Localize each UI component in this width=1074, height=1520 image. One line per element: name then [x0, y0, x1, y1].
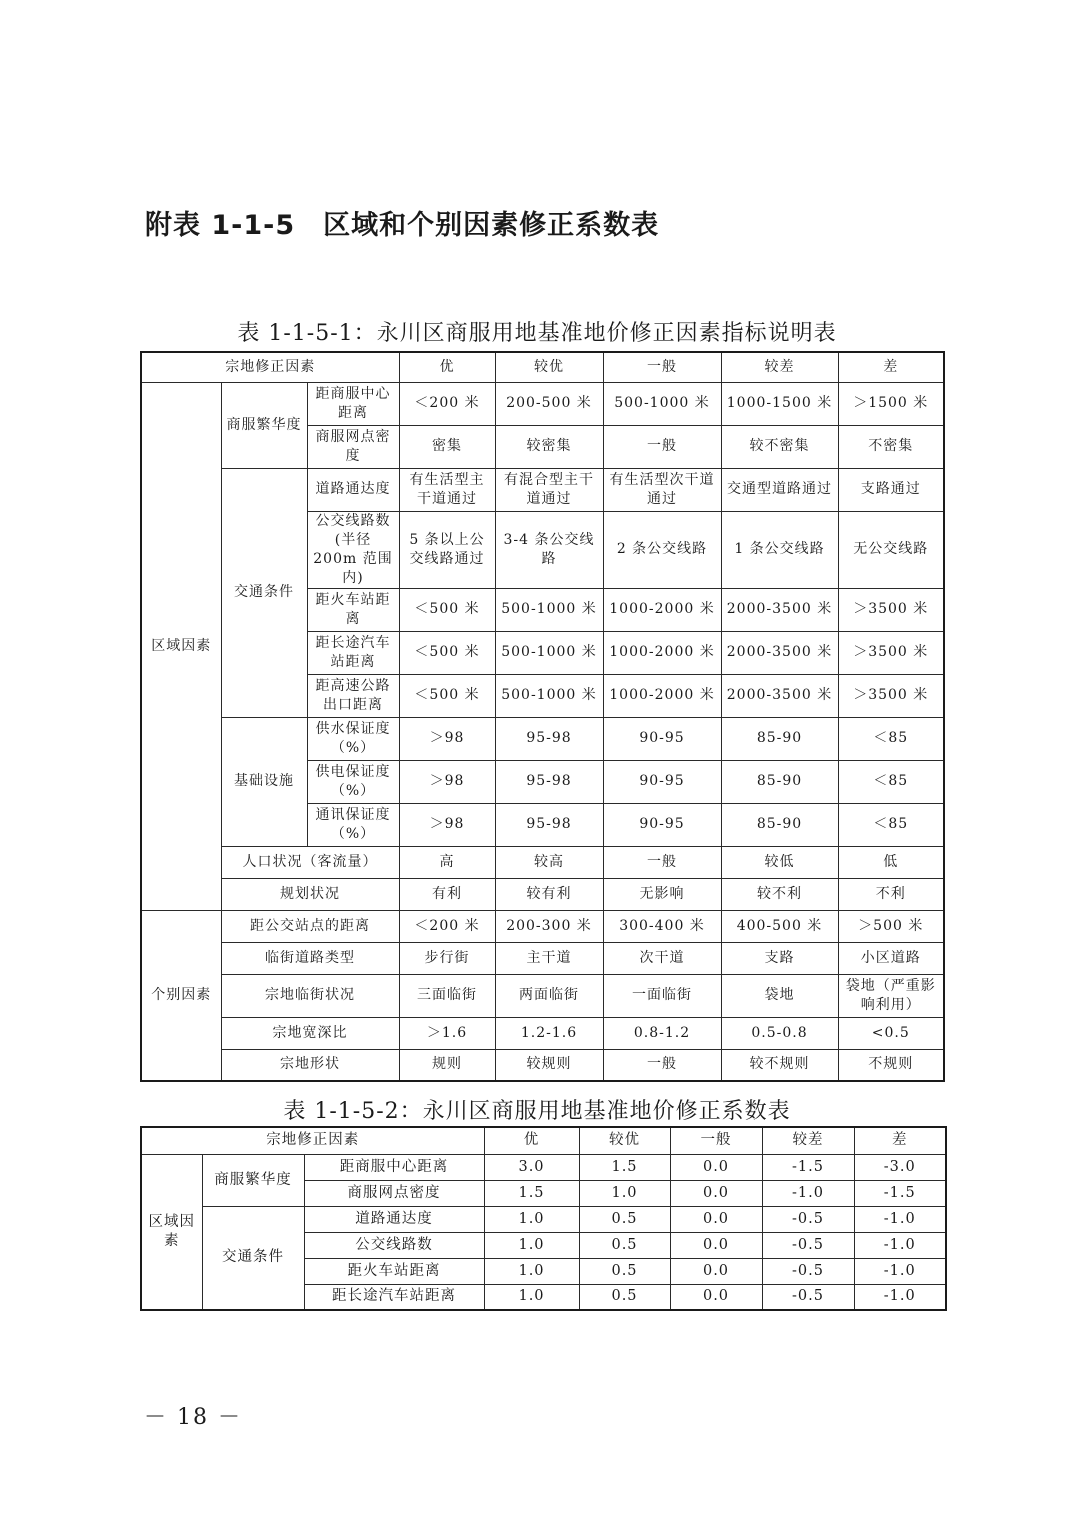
factor-cell: 宗地宽深比: [221, 1017, 399, 1049]
value-cell: 0.0: [670, 1284, 762, 1310]
value-cell: -0.5: [762, 1258, 854, 1284]
value-cell: 支路: [721, 942, 838, 974]
value-cell: ＞3500 米: [838, 674, 944, 717]
value-cell: 两面临街: [495, 974, 603, 1017]
value-cell: 1000-2000 米: [603, 631, 721, 674]
factor-cell: 距长途汽车站距离: [307, 631, 399, 674]
factor-cell: 供水保证度（%）: [307, 717, 399, 760]
value-cell: -1.0: [854, 1206, 946, 1232]
factor-cell: 商服网点密度: [304, 1180, 484, 1206]
value-cell: 0.5-0.8: [721, 1017, 838, 1049]
value-cell: 400-500 米: [721, 910, 838, 942]
value-cell: 有生活型主干道通过: [399, 468, 495, 511]
value-cell: 0.5: [579, 1206, 670, 1232]
value-cell: ＜500 米: [399, 631, 495, 674]
factor-cell: 商服网点密度: [307, 425, 399, 468]
value-cell: 90-95: [603, 760, 721, 803]
value-cell: 5 条以上公交线路通过: [399, 511, 495, 588]
value-cell: 0.0: [670, 1206, 762, 1232]
header-grade: 优: [399, 352, 495, 382]
value-cell: ＜500 米: [399, 588, 495, 631]
factor-cell: 人口状况（客流量）: [221, 846, 399, 878]
value-cell: 85-90: [721, 717, 838, 760]
value-cell: ＞500 米: [838, 910, 944, 942]
value-cell: 1.5: [484, 1180, 579, 1206]
value-cell: 500-1000 米: [495, 631, 603, 674]
header-grade: 差: [838, 352, 944, 382]
factor-cell: 规划状况: [221, 878, 399, 910]
value-cell: 500-1000 米: [495, 674, 603, 717]
value-cell: ＞98: [399, 717, 495, 760]
factor-cell: 距高速公路出口距离: [307, 674, 399, 717]
factor-description-table: [140, 351, 945, 1082]
table2-header-row: [141, 1127, 946, 1154]
value-cell: -1.0: [854, 1258, 946, 1284]
value-cell: 0.0: [670, 1180, 762, 1206]
value-cell: 2000-3500 米: [721, 631, 838, 674]
subgroup-infrastructure: 基础设施: [221, 717, 307, 846]
header-factor: 宗地修正因素: [141, 352, 399, 382]
value-cell: 200-300 米: [495, 910, 603, 942]
factor-cell: 距火车站距离: [304, 1258, 484, 1284]
value-cell: 0.5: [579, 1284, 670, 1310]
factor-cell: 距火车站距离: [307, 588, 399, 631]
page-number: － 18 －: [144, 1405, 242, 1430]
value-cell: 85-90: [721, 760, 838, 803]
value-cell: ＞98: [399, 760, 495, 803]
value-cell: 0.0: [670, 1154, 762, 1180]
value-cell: 0.0: [670, 1258, 762, 1284]
value-cell: 3-4 条公交线路: [495, 511, 603, 588]
factor-cell: 供电保证度（%）: [307, 760, 399, 803]
value-cell: 200-500 米: [495, 382, 603, 425]
factor-cell: 距公交站点的距离: [221, 910, 399, 942]
value-cell: -0.5: [762, 1206, 854, 1232]
value-cell: 密集: [399, 425, 495, 468]
value-cell: -3.0: [854, 1154, 946, 1180]
factor-cell: 公交线路数(半径 200m 范围内): [307, 511, 399, 588]
value-cell: 小区道路: [838, 942, 944, 974]
value-cell: 较低: [721, 846, 838, 878]
value-cell: 1.0: [484, 1206, 579, 1232]
header-grade: 一般: [670, 1127, 762, 1154]
factor-cell: 宗地形状: [221, 1049, 399, 1081]
value-cell: 无影响: [603, 878, 721, 910]
value-cell: 1000-1500 米: [721, 382, 838, 425]
table-row: [141, 382, 944, 425]
header-grade: 差: [854, 1127, 946, 1154]
value-cell: ＞3500 米: [838, 631, 944, 674]
value-cell: 规则: [399, 1049, 495, 1081]
value-cell: 不密集: [838, 425, 944, 468]
value-cell: 袋地（严重影响利用）: [838, 974, 944, 1017]
value-cell: 袋地: [721, 974, 838, 1017]
header-grade: 较差: [721, 352, 838, 382]
subgroup-commercial: 商服繁华度: [221, 382, 307, 468]
table-row: [141, 846, 944, 878]
value-cell: ＜85: [838, 803, 944, 846]
value-cell: 步行街: [399, 942, 495, 974]
page-heading: 附表 1-1-5 区域和个别因素修正系数表: [145, 210, 660, 241]
value-cell: ＞1.6: [399, 1017, 495, 1049]
value-cell: ＞3500 米: [838, 588, 944, 631]
table-row: [141, 910, 944, 942]
value-cell: 0.8-1.2: [603, 1017, 721, 1049]
group-individual: 个别因素: [141, 910, 221, 1081]
value-cell: 1.5: [579, 1154, 670, 1180]
value-cell: 三面临街: [399, 974, 495, 1017]
group-regional: 区域因素: [141, 1154, 202, 1310]
value-cell: <0.5: [838, 1017, 944, 1049]
value-cell: 95-98: [495, 760, 603, 803]
value-cell: -1.5: [762, 1154, 854, 1180]
value-cell: ＜200 米: [399, 910, 495, 942]
value-cell: -0.5: [762, 1232, 854, 1258]
header-grade: 一般: [603, 352, 721, 382]
table-row: [141, 717, 944, 760]
table-row: [141, 468, 944, 511]
value-cell: 不利: [838, 878, 944, 910]
value-cell: 一般: [603, 1049, 721, 1081]
table-row: [141, 1154, 946, 1180]
value-cell: 较不规则: [721, 1049, 838, 1081]
table1-title: 表 1-1-5-1：永川区商服用地基准地价修正因素指标说明表: [237, 321, 837, 346]
value-cell: 有生活型次干道通过: [603, 468, 721, 511]
value-cell: 1000-2000 米: [603, 588, 721, 631]
value-cell: 1.0: [484, 1284, 579, 1310]
table-row: [141, 1017, 944, 1049]
coefficient-table: [140, 1126, 947, 1311]
value-cell: 85-90: [721, 803, 838, 846]
value-cell: 300-400 米: [603, 910, 721, 942]
value-cell: ＜500 米: [399, 674, 495, 717]
subgroup-commercial: 商服繁华度: [202, 1154, 304, 1206]
factor-cell: 距长途汽车站距离: [304, 1284, 484, 1310]
header-grade: 较优: [495, 352, 603, 382]
value-cell: 1.2-1.6: [495, 1017, 603, 1049]
value-cell: 0.5: [579, 1232, 670, 1258]
value-cell: 1000-2000 米: [603, 674, 721, 717]
table2-title: 表 1-1-5-2：永川区商服用地基准地价修正系数表: [283, 1099, 791, 1124]
factor-cell: 宗地临街状况: [221, 974, 399, 1017]
subgroup-traffic: 交通条件: [202, 1206, 304, 1310]
table1-header-row: [141, 352, 944, 382]
factor-cell: 道路通达度: [304, 1206, 484, 1232]
value-cell: 2000-3500 米: [721, 674, 838, 717]
value-cell: 一般: [603, 846, 721, 878]
value-cell: 95-98: [495, 803, 603, 846]
value-cell: 0.0: [670, 1232, 762, 1258]
value-cell: -1.0: [762, 1180, 854, 1206]
value-cell: -1.5: [854, 1180, 946, 1206]
factor-cell: 距商服中心距离: [304, 1154, 484, 1180]
header-grade: 较差: [762, 1127, 854, 1154]
value-cell: 1 条公交线路: [721, 511, 838, 588]
value-cell: 90-95: [603, 803, 721, 846]
value-cell: ＜85: [838, 717, 944, 760]
value-cell: 不规则: [838, 1049, 944, 1081]
value-cell: 2 条公交线路: [603, 511, 721, 588]
value-cell: 主干道: [495, 942, 603, 974]
value-cell: 低: [838, 846, 944, 878]
value-cell: 次干道: [603, 942, 721, 974]
value-cell: 有混合型主干道通过: [495, 468, 603, 511]
value-cell: 较不利: [721, 878, 838, 910]
value-cell: -1.0: [854, 1232, 946, 1258]
table-row: [141, 878, 944, 910]
value-cell: 高: [399, 846, 495, 878]
value-cell: 2000-3500 米: [721, 588, 838, 631]
value-cell: -1.0: [854, 1284, 946, 1310]
value-cell: ＜200 米: [399, 382, 495, 425]
value-cell: 1.0: [484, 1232, 579, 1258]
value-cell: ＜85: [838, 760, 944, 803]
subgroup-traffic: 交通条件: [221, 468, 307, 717]
value-cell: ＞98: [399, 803, 495, 846]
value-cell: 一般: [603, 425, 721, 468]
value-cell: 无公交线路: [838, 511, 944, 588]
value-cell: ＞1500 米: [838, 382, 944, 425]
value-cell: 交通型道路通过: [721, 468, 838, 511]
value-cell: 较有利: [495, 878, 603, 910]
group-regional: 区域因素: [141, 382, 221, 910]
header-factor: 宗地修正因素: [141, 1127, 484, 1154]
table-row: [141, 1206, 946, 1232]
value-cell: 1.0: [579, 1180, 670, 1206]
table-row: [141, 974, 944, 1017]
value-cell: 较规则: [495, 1049, 603, 1081]
value-cell: 较密集: [495, 425, 603, 468]
value-cell: 一面临街: [603, 974, 721, 1017]
factor-cell: 通讯保证度（%）: [307, 803, 399, 846]
header-grade: 较优: [579, 1127, 670, 1154]
value-cell: 90-95: [603, 717, 721, 760]
factor-cell: 临街道路类型: [221, 942, 399, 974]
value-cell: 较高: [495, 846, 603, 878]
value-cell: 500-1000 米: [495, 588, 603, 631]
factor-cell: 距商服中心距离: [307, 382, 399, 425]
value-cell: 1.0: [484, 1258, 579, 1284]
value-cell: 95-98: [495, 717, 603, 760]
value-cell: -0.5: [762, 1284, 854, 1310]
value-cell: 0.5: [579, 1258, 670, 1284]
header-grade: 优: [484, 1127, 579, 1154]
value-cell: 较不密集: [721, 425, 838, 468]
factor-cell: 道路通达度: [307, 468, 399, 511]
value-cell: 3.0: [484, 1154, 579, 1180]
factor-cell: 公交线路数: [304, 1232, 484, 1258]
value-cell: 有利: [399, 878, 495, 910]
table-row: [141, 942, 944, 974]
value-cell: 500-1000 米: [603, 382, 721, 425]
value-cell: 支路通过: [838, 468, 944, 511]
table-row: [141, 1049, 944, 1081]
